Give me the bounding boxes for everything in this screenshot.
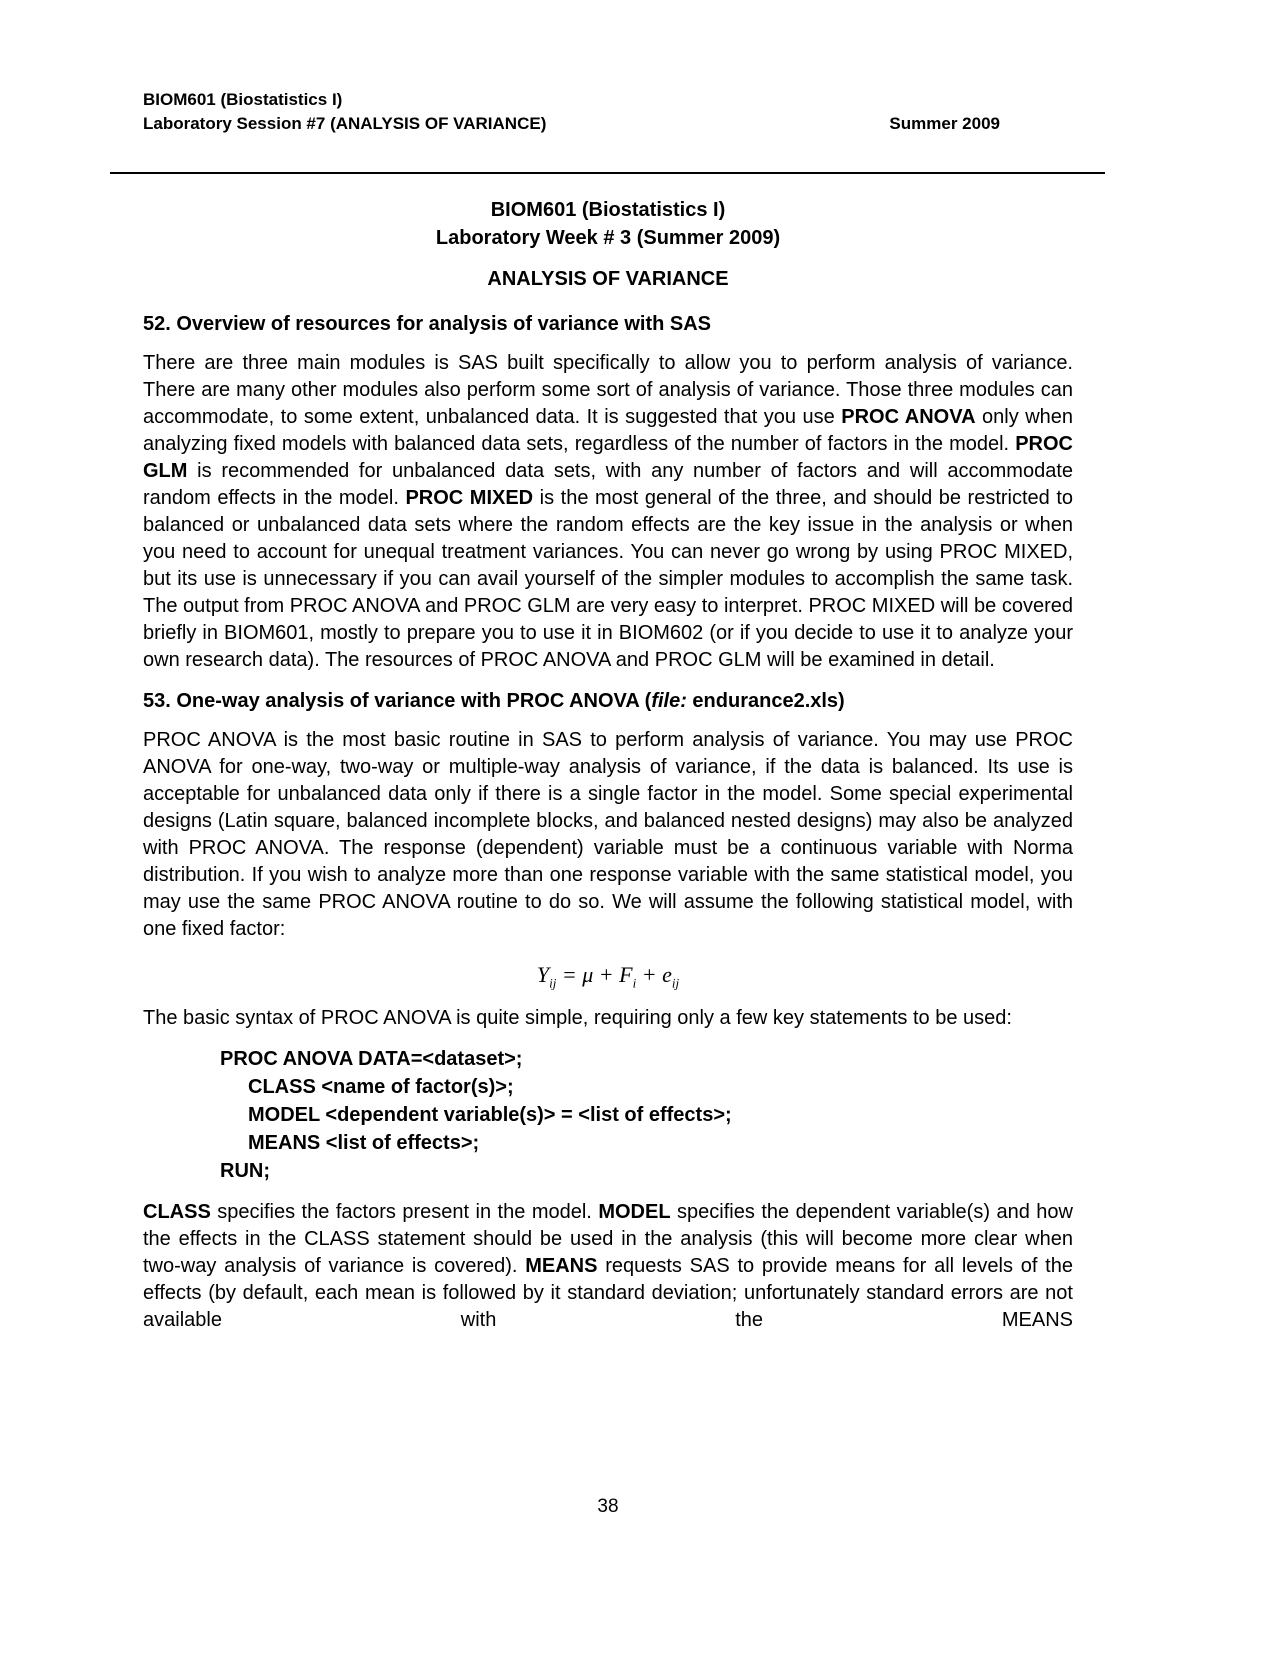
section-52-heading: 52. Overview of resources for analysis of variance with SAS [143, 313, 712, 335]
section-53-paragraph: PROC ANOVA is the most basic routine in SAS to perform analysis of variance. You may use PROC ANOVA for one-way, two-way or multiple-way analysis of variance, if the data is balanced. Its use is acceptable for unbalanced data only if there is a single factor in the model. Some special experimental designs (Latin square, balanced incomplete blocks, and balanced nested designs) may also be analyzed with PROC ANOVA. The response (dependent) variable must be a continuous variable with Norma distribution. If you wish to analyze more than one response variable with the same statistical model, you may use the same PROC ANOVA routine to do so. We will assume the following statistical model, with one fixed factor: [143, 729, 1073, 940]
content-area [143, 196, 1073, 1334]
section-53-heading [143, 688, 1073, 715]
page-number: 38 [597, 1496, 619, 1517]
text-segment: CLASS [143, 1201, 211, 1223]
text-segment: only when analyzing fixed models with balanced data sets, regardless of the number of factors in the model. [143, 406, 1074, 455]
proc-anova-syntax-block [220, 1045, 1073, 1185]
formula-mu: μ [582, 962, 594, 987]
text-segment: There are three main modules is SAS built specifically to allow you to perform analysis of variance. There are many other modules also perform some sort of analysis of variance. Those three modules can accommodate, to some extent, unbalanced data. It is suggested that you use [143, 352, 1073, 428]
formula-Y: Y [536, 962, 550, 987]
doc-title-line1: BIOM601 (Biostatistics I) [490, 199, 726, 221]
text-segment: 53. One-way analysis of variance with PROC ANOVA ( [143, 690, 652, 712]
formula-F-subscript: i [632, 975, 637, 991]
text-segment: PROC MIXED [405, 487, 534, 509]
header-term: Summer 2009 [889, 114, 1000, 133]
code-line-run: RUN; [220, 1160, 270, 1182]
formula-plus-1: + [593, 962, 620, 987]
formula-F: F [619, 962, 633, 987]
formula-e: e [662, 962, 672, 987]
code-line-proc: PROC ANOVA DATA=<dataset>; [220, 1048, 523, 1070]
text-segment: is the most general of the three, and should be restricted to balanced or unbalanced data sets where the random effects are the key issue in the analysis or when you need to account for unequal treatment variances. You can never go wrong by using PROC MIXED, but its use is unnecessary if you can avail yourself of the simpler modules to accomplish the same task. The output from PROC ANOVA and PROC GLM are very easy to interpret. PROC MIXED will be covered briefly in BIOM601, mostly to prepare you to use it in BIOM602 (or if you decide to use it to analyze your own research data). The resources of PROC ANOVA and PROC GLM will be examined in detail. [143, 487, 1073, 671]
header-divider [110, 172, 1105, 174]
text-segment: is recommended for unbalanced data sets, with any number of factors and will accommodate random effects in the model. [143, 460, 1073, 509]
syntax-intro-paragraph: The basic syntax of PROC ANOVA is quite simple, requiring only a few key statements to be used: [143, 1007, 1012, 1029]
header-course: BIOM601 (Biostatistics I) [143, 90, 343, 109]
doc-title-line2: Laboratory Week # 3 (Summer 2009) [435, 227, 781, 249]
text-segment: MEANS [525, 1255, 598, 1277]
text-segment: file: [651, 690, 687, 712]
text-segment: requests SAS to provide means for all levels of the effects (by default, each mean is followed by it standard deviation; unfortunately standard errors are not available with the MEANS [143, 1255, 1073, 1331]
formula-plus-2: + [636, 962, 663, 987]
text-segment: PROC GLM [143, 433, 1073, 482]
text-segment: MODEL [598, 1201, 671, 1223]
formula-Y-subscript: ij [549, 975, 557, 991]
code-line-means: MEANS <list of effects>; [248, 1132, 480, 1154]
header-session: Laboratory Session #7 (ANALYSIS OF VARIANCE) [143, 114, 547, 133]
code-line-model: MODEL <dependent variable(s)> = <list of effects>; [248, 1104, 732, 1126]
page-header [143, 88, 1105, 136]
text-segment: endurance2.xls) [686, 690, 845, 712]
code-line-class: CLASS <name of factor(s)>; [248, 1076, 514, 1098]
text-segment: PROC ANOVA [841, 406, 976, 428]
text-segment: specifies the dependent variable(s) and how the effects in the CLASS statement should be used in the analysis (this will become more clear when two-way analysis of variance is covered). [143, 1201, 1073, 1277]
doc-subtitle: ANALYSIS OF VARIANCE [487, 268, 729, 290]
model-formula [143, 957, 1073, 993]
formula-equals: = [556, 962, 583, 987]
text-segment: specifies the factors present in the model. [210, 1201, 599, 1223]
section-52-paragraph [143, 350, 1073, 674]
formula-e-subscript: ij [671, 975, 680, 991]
closing-paragraph [143, 1199, 1073, 1334]
